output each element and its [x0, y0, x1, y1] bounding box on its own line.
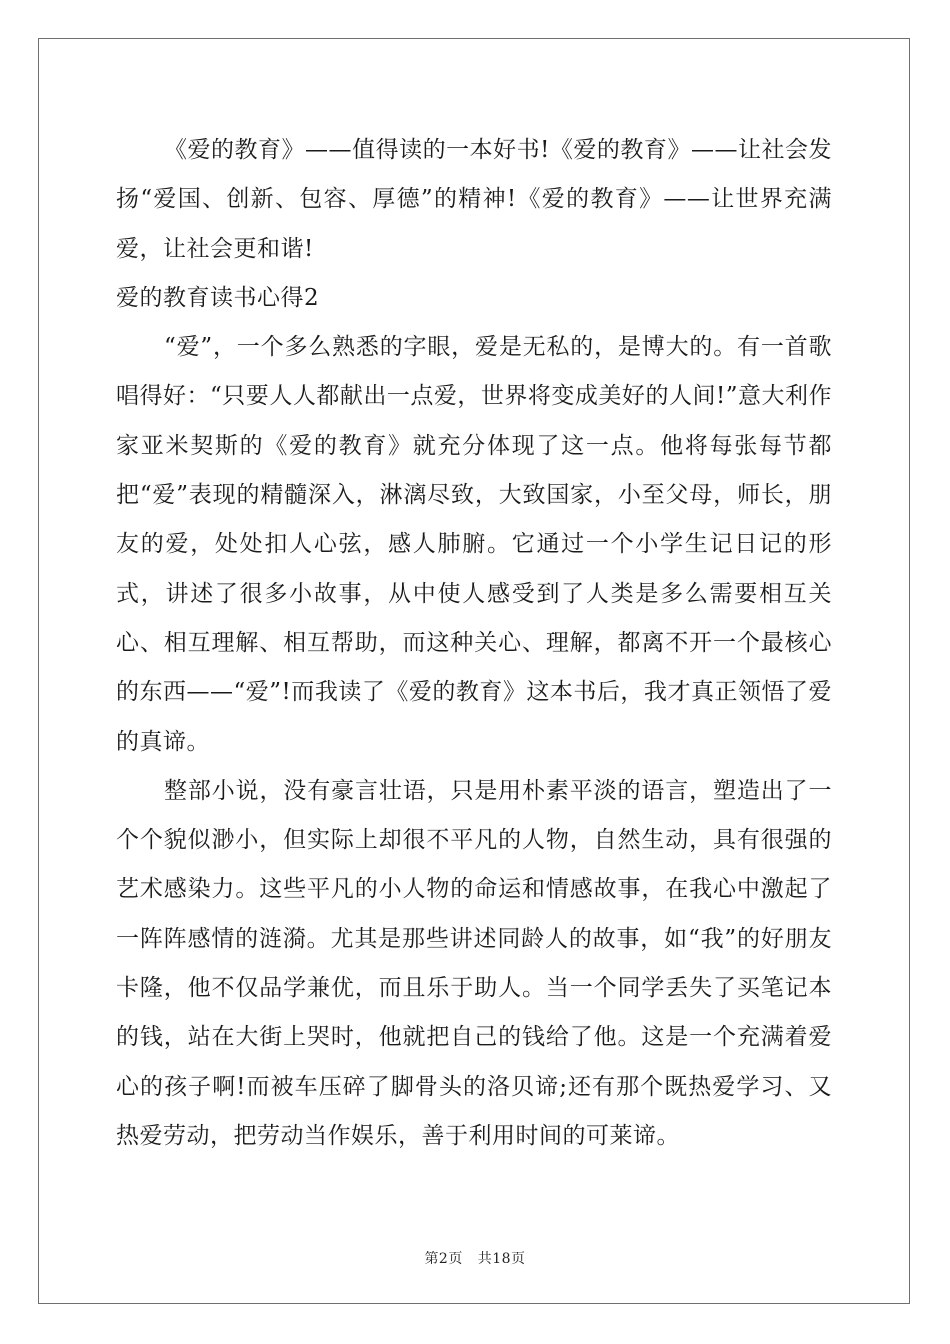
paragraph-intro: 《爱的教育》——值得读的一本好书!《爱的教育》——让社会发扬“爱国、创新、包容、厚德”的精神!《爱的教育》——让世界充满爱，让社会更和谐! [116, 137, 832, 262]
document-body [116, 126, 832, 1161]
section-heading: 爱的教育读书心得2 [116, 284, 320, 311]
page-number: 第2页 [424, 1251, 463, 1267]
page-total: 共18页 [477, 1251, 526, 1267]
page-footer [0, 1248, 950, 1268]
paragraph-love: “爱”，一个多么熟悉的字眼，爱是无私的，是博大的。有一首歌唱得好：“只要人人都献出一点爱，世界将变成美好的人间!”意大利作家亚米契斯的《爱的教育》就充分体现了这一点。他将每张每节都把“爱”表现的精髓深入，淋漓尽致，大致国家，小至父母，师长，朋友的爱，处处扣人心弦，感人肺腑。它通过一个小学生记日记的形式，讲述了很多小故事，从中使人感受到了人类是多么需要相互关心、相互理解、相互帮助，而这种关心、理解，都离不开一个最核心的东西——“爱”!而我读了《爱的教育》这本书后，我才真正领悟了爱的真谛。 [116, 334, 832, 755]
paragraph-novel: 整部小说，没有豪言壮语，只是用朴素平淡的语言，塑造出了一个个貌似渺小，但实际上却很不平凡的人物，自然生动，具有很强的艺术感染力。这些平凡的小人物的命运和情感故事，在我心中激起了一阵阵感情的涟漪。尤其是那些讲述同龄人的故事，如“我”的好朋友卡隆，他不仅品学兼优，而且乐于助人。当一个同学丢失了买笔记本的钱，站在大街上哭时，他就把自己的钱给了他。这是一个充满着爱心的孩子啊!而被车压碎了脚骨头的洛贝谛;还有那个既热爱学习、又热爱劳动，把劳动当作娱乐，善于利用时间的可莱谛。 [116, 777, 832, 1149]
